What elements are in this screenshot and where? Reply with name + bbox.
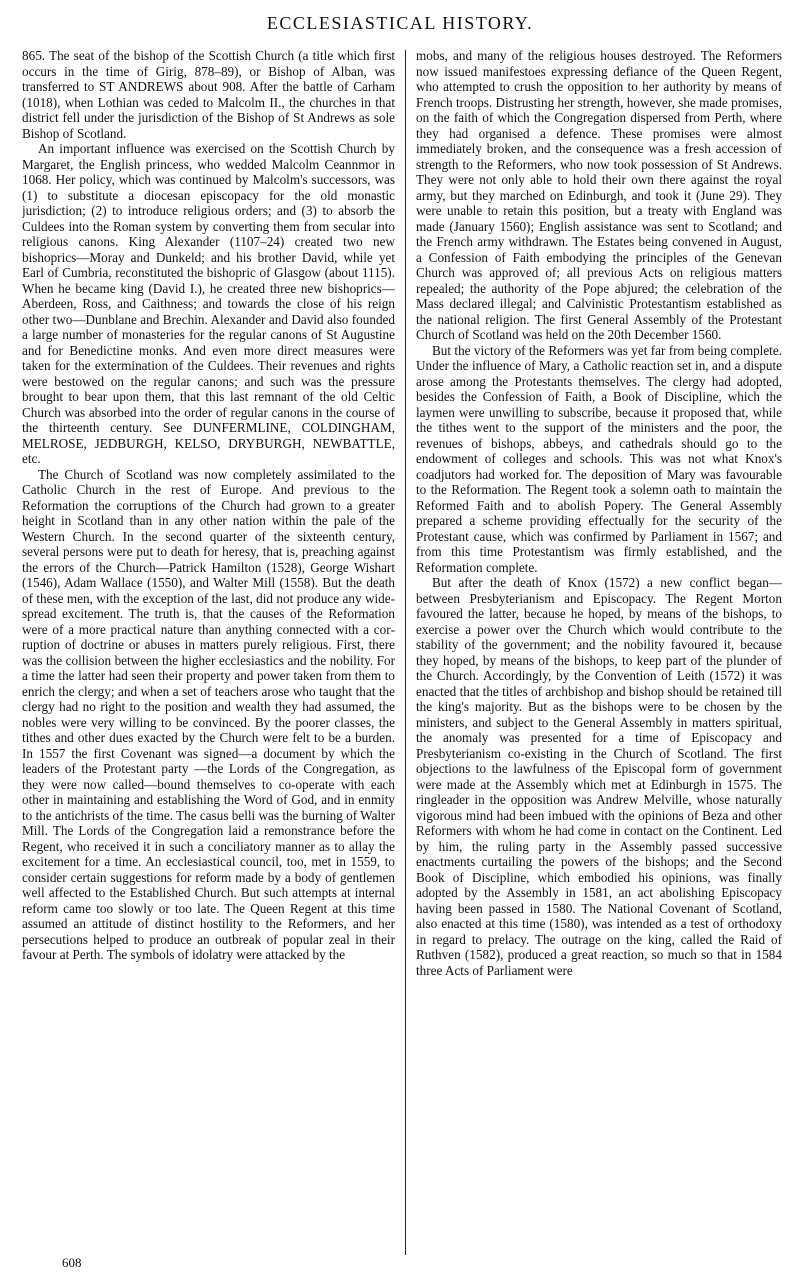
column-divider — [405, 50, 406, 1255]
right-column — [416, 48, 782, 1258]
paragraph-reformation-causes: The Church of Scotland was now completely assimilated to the Catholic Church in the rest of Europe. And previous to the Reformation the corruptions of the Church had grown to a greater height in Scotland than in any other nation within the pale of the Western Church. In the second quarter of the sixteenth century, several persons were put to death for heresy, that is, preaching against the errors of the Church—Patrick Hamilton (1528), George Wishart (1546), Adam Wallace (1550), and Walter Mill (1558). But the death of these men, with the exception of the last, did not produce any wide-spread excitement. The truth is, that the causes of the Reformation were of a more practical nature than anything connected with a corruption of doctrine or abuses in matters purely religious. First, there was the collision between the higher ecclesiastics and the nobility. For a time the latter had seen their property and power taken from them to enrich the clergy; and when a set of teachers arose who taught that the clergy had no right to the position and wealth they had assumed, the nobles were very willing to be convinced. By the poorer classes, the tithes and other dues exacted by the Church were felt to be a burden. In 1557 the first Covenant was signed—a document by which the leaders of the Protestant party —the Lords of the Congregation, as they were now called—bound themselves to co-operate with each other in maintaining and establishing the Word of God, and in enmity to the antichrists of the time. The casus belli was the burning of Walter Mill. The Lords of the Congregation laid a remonstrance before the Regent, who received it in such a conciliatory manner as to allay the excitement for a time. An ecclesiastical council, too, met in 1559, to consider certain suggestions for reform made by a body of gentlemen well affected to the Established Church. But such attempts at internal reform came too slowly or too late. The Queen Regent at this time assumed an attitude of distinct hostility to the Reformers, and her persecutions helped to produce an outbreak of popular zeal in their favour at Perth. The symbols of idolatry were attacked by the — [22, 466, 395, 962]
paragraph-reformers-manifestoes: mobs, and many of the religious houses destroyed. The Reformers now issued manifestoes expressing defiance of the Queen Regent, who attempted to crush the opposition to her authority by means of French troops. Distrusting her strength, however, she made promises, on the faith of which the Congregation dispersed from Perth, where they had organised a defence. These promises were almost immediately broken, and the consequence was a fresh accession of strength to the Reformers, who now took possession of St Andrews. They were not only able to hold their own there against the royal army, but they marched on Edinburgh, and took it (June 29). They were unable to retain this position, but a treaty with England was made (January 1560); English assistance was sent to Scotland; and the French army withdrawn. The Estates being convened in August, a Confession of Faith embodying the principles of the Genevan Church was approved of; all previous Acts on religious matters repealed; the authority of the Pope abjured; the celebration of the Mass declared illegal; and Calvinistic Protestantism established as the national religion. The first General Assembly of the Protestant Church of Scotland was held on the 20th December 1560. — [416, 48, 782, 342]
left-column — [22, 48, 395, 1258]
paragraph-margaret-influence: An important influence was exercised on the Scottish Church by Margaret, the English princess, who wedded Malcolm Ceannmor in 1068. Her policy, which was continued by Malcolm's successors, was (1) to substitute a diocesan episcopacy for the old monastic jurisdiction; (2) to introduce religious orders; and (3) to absorb the Culdees into the Roman system by converting them from secular into religious canons. King Alexander (1107–24) created two new bishoprics—Moray and Dunkeld; and his brother David, while yet Earl of Cumbria, reconstituted the bishopric of Glasgow (about 1115). When he became king (David I.), he created three new bishoprics—Aberdeen, Ross, and Caithness; and towards the close of his reign other two—Dunblane and Brechin. Alexander and David also founded a large number of monasteries for the regular canons of St Augustine and for Benedictine monks. And even more direct measures were taken for the extermination of the Culdees. Their revenues and rights were bestowed on the regular canons; and such was the pressure brought to bear upon them, that this last remnant of the old Celtic Church was absorbed into the order of regular canons in the course of the thirteenth century. See DUNFERMLINE, COLDINGHAM, MELROSE, JEDBURGH, KELSO, DRYBURGH, NEWBATTLE, etc. — [22, 141, 395, 466]
paragraph-presbyterianism-episcopacy: But after the death of Knox (1572) a new conflict began—between Presbyterianism and Episcopacy. The Regent Morton favoured the latter, because he hoped, by means of the bishops, to exercise a power over the Church which would contribute to the stability of the government; and the nobility favoured it, because they hoped, by means of the bishops, to keep part of the plunder of the Church. Accordingly, by the Convention of Leith (1572) it was enacted that the titles of archbishop and bishop should be retained till the king's majority. But as the bishops were to be chosen by the ministers, and subject to the General Assembly in matters spiritual, the anomaly was presented for a time of Episcopacy and Presbyterianism co-existing in the Church of Scotland. The first objections to the lawfulness of the Episcopal form of government were made at the Assembly which met at Edinburgh in 1575. The ringleader in the opposition was Andrew Melville, whose naturally vigorous mind had been imbued with the opinions of Beza and other Reformers with whom he had come in contact on the Continent. Led by him, the ruling party in the Assembly passed successive enactments curtailing the powers of the bishops; and the Second Book of Discipline, which embodied his opinions, was finally adopted by the Assembly in 1581, an act abolishing Episcopacy having been passed in 1580. The National Covenant of Scotland, also enacted at this time (1580), was intended as a test of orthodoxy in regard to prelacy. The outrage on the king, called the Raid of Ruthven (1582), produced a great reaction, so much so that in 1584 three Acts of Parliament were — [416, 575, 782, 978]
running-header: ECCLESIASTICAL HISTORY. — [266, 13, 534, 33]
page-number: 608 — [62, 1255, 82, 1270]
paragraph-victory-incomplete: But the victory of the Reformers was yet far from being complete. Under the influence of Mary, a Catholic reaction set in, and a dispute arose among the Protestants themselves. The clergy had adopted, besides the Confession of Faith, a Book of Discipline, which the laymen were unwilling to subscribe, because it proposed that, while the tithes went to the support of the ministers and the poor, the revenues of bishops, abbeys, and cathedrals should go to the endowment of colleges and schools. This was not what Knox's coadjutors had worked for. The deposition of Mary was favourable to the Reformation. The Regent took a solemn oath to maintain the Reformed Faith and to abolish Popery. The General Assembly prepared a scheme providing effectually for the security of the Protestant cause, which was confirmed by Parliament in 1567; and from this time Protestantism was firmly established, and the Reformation complete. — [416, 342, 782, 575]
paragraph-bishop-scottish-church: 865. The seat of the bishop of the Scottish Church (a title which first occurs in the time of Girig, 878–89), or Bishop of Alban, was transferred to ST ANDREWS about 908. After the battle of Carham (1018), when Lothian was ceded to Malcolm II., the churches in that district fell under the jurisdiction of the Bishop of St Andrews as sole Bishop of Scotland. — [22, 48, 395, 141]
